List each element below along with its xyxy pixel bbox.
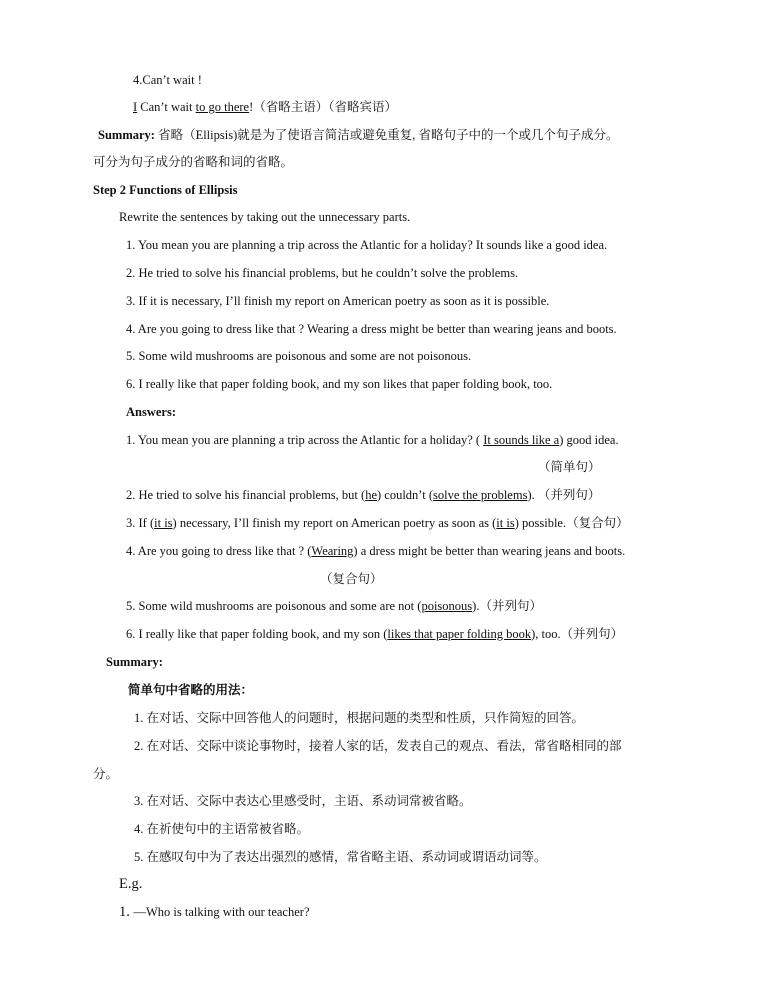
example-4-line xyxy=(133,99,397,115)
usage-item-4: 4. 在祈使句中的主语常被省略。 xyxy=(134,822,310,836)
answer-5: 5. Some wild mushrooms are poisonous and some are not (poisonous).（并列句） xyxy=(126,599,542,613)
answer-6: 6. I really like that paper folding book, and my son (likes that paper folding book), too.（并列句） xyxy=(126,627,624,641)
answer-3-omitted-1: it is xyxy=(154,516,173,530)
eg-label: E.g. xyxy=(119,876,143,892)
sentence-3: 3. If it is necessary, I’ll finish my report on American poetry as soon as it is possible. xyxy=(126,294,550,308)
example-4-title: 4.Can’t wait ! xyxy=(133,73,202,87)
sentence-2: 2. He tried to solve his financial problems, but he couldn’t solve the problems. xyxy=(126,266,519,280)
step-2-instruction: Rewrite the sentences by taking out the unnecessary parts. xyxy=(119,210,411,224)
answer-1: 1. You mean you are planning a trip across the Atlantic for a holiday? ( It sounds like a) good idea. xyxy=(126,433,619,447)
sentence-6: 6. I really like that paper folding book, and my son likes that paper folding book, too. xyxy=(126,377,553,391)
answer-2-omitted-1: he xyxy=(365,488,377,502)
answer-4-omitted: Wearing xyxy=(311,544,354,558)
answer-2-omitted-2: solve the problems xyxy=(433,488,528,502)
example-4-text: Can’t wait xyxy=(137,100,196,114)
summary-2-heading: 简单句中省略的用法： xyxy=(128,683,254,697)
summary-1-text: 省略（Ellipsis)就是为了使语言简洁或避免重复, 省略句子中的一个或几个句子成分。 xyxy=(154,128,619,142)
usage-item-5: 5. 在感叹句中为了表达出强烈的感情，常省略主语、系动词或谓语动词等。 xyxy=(134,850,547,864)
example-4-note: !（省略主语）（省略宾语） xyxy=(249,100,398,114)
answer-5-omitted: poisonous xyxy=(421,599,473,613)
usage-item-1: 1. 在对话、交际中回答他人的问题时，根据问题的类型和性质，只作简短的回答。 xyxy=(134,711,585,725)
summary-1-text-cont: 可分为句子成分的省略和词的省略。 xyxy=(93,155,294,169)
step-2-title: Step 2 Functions of Ellipsis xyxy=(93,183,238,197)
usage-item-2: 2. 在对话、交际中谈论事物时，接着人家的话，发表自己的观点、看法，常省略相同的部 xyxy=(134,739,622,753)
summary-1-line xyxy=(98,127,619,143)
answer-1-note: （简单句） xyxy=(538,460,601,474)
answer-6-omitted: likes that paper folding book xyxy=(387,627,532,641)
answers-label: Answers: xyxy=(126,405,176,419)
answer-3: 3. If (it is) necessary, I’ll finish my report on American poetry as soon as (it is) possible.（复合句） xyxy=(126,516,629,530)
eg-question-1: 1. —Who is talking with our teacher? xyxy=(119,904,310,920)
sentence-1: 1. You mean you are planning a trip across the Atlantic for a holiday? It sounds like a good idea. xyxy=(126,238,608,252)
answer-3-omitted-2: it is xyxy=(496,516,515,530)
usage-item-2-cont: 分。 xyxy=(93,767,119,781)
omitted-object: to go there xyxy=(195,100,250,114)
sentence-5: 5. Some wild mushrooms are poisonous and some are not poisonous. xyxy=(126,349,472,363)
omitted-subject: I xyxy=(133,100,138,114)
sentence-4: 4. Are you going to dress like that ? Wearing a dress might be better than wearing jeans and boots. xyxy=(126,322,617,336)
answer-4: 4. Are you going to dress like that ? (Wearing) a dress might be better than wearing jeans and boots. xyxy=(126,544,626,558)
answer-1-omitted: It sounds like a xyxy=(483,433,560,447)
answer-4-note: （复合句） xyxy=(320,572,383,586)
summary-1-label: Summary: xyxy=(98,128,155,142)
answer-2: 2. He tried to solve his financial problems, but (he) couldn’t (solve the problems). （并列句） xyxy=(126,488,601,502)
usage-item-3: 3. 在对话、交际中表达心里感受时，主语、系动词常被省略。 xyxy=(134,794,472,808)
summary-2-label: Summary: xyxy=(106,655,163,669)
